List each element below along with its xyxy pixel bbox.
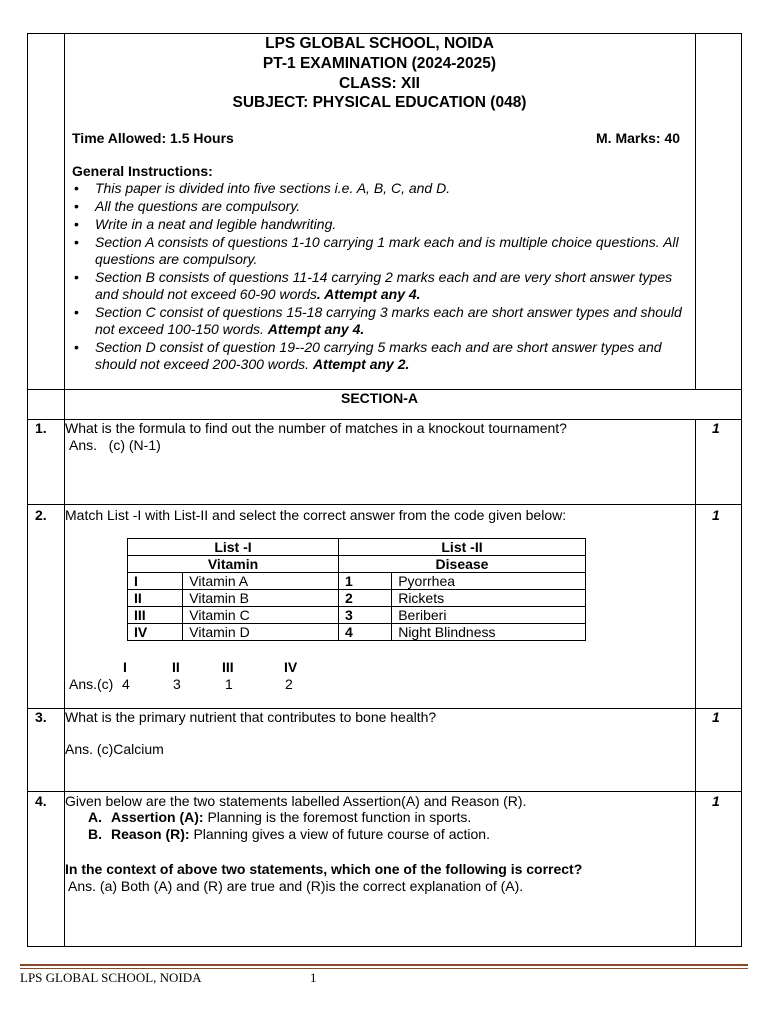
code-val-4: 2 [285,676,293,692]
code-head-1: I [123,659,127,675]
q4-text: Given below are the two statements labelled Assertion(A) and Reason (R). [65,793,527,809]
instruction-item: • Section D consist of question 19--20 carrying 5 marks each and are short answer types and should not exceed 200-300 words. Attempt any 2. [72,339,694,373]
code-head-3: III [222,659,234,675]
code-val-2: 3 [173,676,181,692]
class-title: CLASS: XII [339,75,420,92]
row-vitamin: Vitamin A [183,573,339,590]
row-roman: II [128,590,183,607]
table-border-top [27,33,742,34]
match-table [127,538,586,641]
q4-assertion: Assertion (A): Planning is the foremost function in sports. [111,809,472,825]
code-head-4: IV [284,659,298,675]
table-border-bottom [27,946,742,947]
row-roman: III [128,607,183,624]
table-border-col2b [695,419,696,946]
table-row [128,573,586,590]
q1-text: What is the formula to find out the number of matches in a knockout tournament? [65,420,567,436]
q3-answer: Ans. (c)Calcium [65,741,164,757]
row-roman: IV [128,624,183,641]
instruction-item: • Section C consist of questions 15-18 carrying 3 marks each are short answer types and should not exceed 100-150 words. Attempt any 4. [72,304,694,338]
list2-subtitle: Disease [339,556,586,573]
row-vitamin: Vitamin B [183,590,339,607]
subject-title: SUBJECT: PHYSICAL EDUCATION (048) [232,94,527,111]
code-val-3: 1 [225,676,233,692]
table-row-sep-q4 [27,791,742,792]
q2-answer-prefix: Ans.(c) [69,676,114,692]
row-vitamin: Vitamin D [183,624,339,641]
row-number: 3 [339,607,392,624]
q4-mark: 1 [712,793,720,809]
table-border-right [741,33,742,946]
q4-b-label: B. [88,826,102,842]
code-head-2: II [172,659,180,675]
instruction-item: • This paper is divided into five sections i.e. A, B, C, and D. [72,180,694,197]
row-number: 4 [339,624,392,641]
q4-answer: Ans. (a) Both (A) and (R) are true and (R)is the correct explanation of (A). [68,878,524,894]
q2-mark: 1 [712,507,720,523]
row-disease: Beriberi [392,607,586,624]
row-disease: Rickets [392,590,586,607]
q4-a-label: A. [88,809,102,825]
row-vitamin: Vitamin C [183,607,339,624]
footer-rule-thin [20,968,748,969]
q1-answer: Ans. (c) (N-1) [69,437,161,453]
table-border-col2 [695,33,696,389]
row-disease: Pyorrhea [392,573,586,590]
q3-text: What is the primary nutrient that contributes to bone health? [65,709,437,725]
instruction-item: • Section A consists of questions 1-10 carrying 1 mark each and is multiple choice questions. All questions are compulsory. [72,234,694,268]
instructions-title: General Instructions: [72,163,213,179]
q2-text: Match List -I with List-II and select the correct answer from the code given below: [65,507,567,523]
footer-rule [20,964,748,966]
table-row [128,590,586,607]
instruction-item: • All the questions are compulsory. [72,198,694,215]
list2-title: List -II [339,539,586,556]
instructions-list [72,180,694,374]
list1-title: List -I [128,539,339,556]
code-val-1: 4 [122,676,130,692]
row-disease: Night Blindness [392,624,586,641]
q4-reason: Reason (R): Planning gives a view of future course of action. [111,826,490,842]
q4-question: In the context of above two statements, which one of the following is correct? [65,861,583,877]
exam-title: PT-1 EXAMINATION (2024-2025) [262,55,497,72]
q4-number: 4. [35,793,47,809]
row-roman: I [128,573,183,590]
q2-number: 2. [35,507,47,523]
row-number: 2 [339,590,392,607]
instruction-item: • Section B consists of questions 11-14 carrying 2 marks each and are very short answer types and should not exceed 60-90 words. Attempt any 4. [72,269,694,303]
row-number: 1 [339,573,392,590]
footer-school: LPS GLOBAL SCHOOL, NOIDA [20,970,202,985]
table-border-left [27,33,28,946]
q3-number: 3. [35,709,47,725]
instruction-item: • Write in a neat and legible handwriting. [72,216,694,233]
school-title: LPS GLOBAL SCHOOL, NOIDA [265,35,494,52]
table-row-sep-q2 [27,504,742,505]
footer-page-number: 1 [310,970,317,985]
table-row [128,624,586,641]
table-row [128,607,586,624]
max-marks: M. Marks: 40 [596,130,681,146]
q3-mark: 1 [712,709,720,725]
time-allowed: Time Allowed: 1.5 Hours [72,130,234,146]
q1-number: 1. [35,420,47,436]
list1-subtitle: Vitamin [128,556,339,573]
q1-mark: 1 [712,420,720,436]
section-a-heading: SECTION-A [341,390,418,406]
